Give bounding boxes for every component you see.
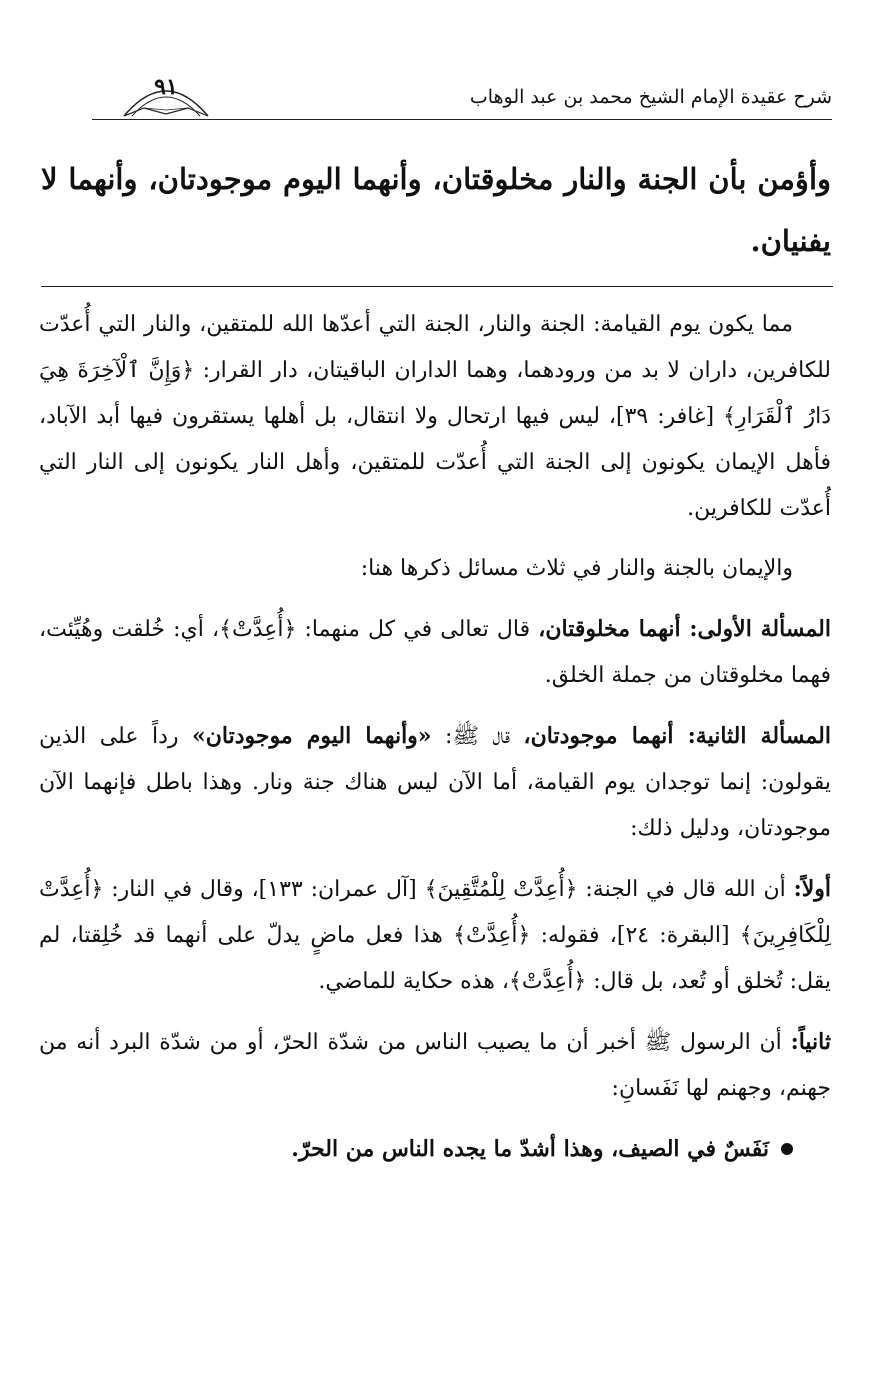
paragraph-issue-one xyxy=(39,606,831,699)
bullet-item xyxy=(39,1126,831,1172)
issue-two-attribution: قال ﷺ: xyxy=(431,724,524,749)
bullet-text: نَفَسٌ في الصيف، وهذا أشدّ ما يجده الناس من الحرّ. xyxy=(291,1136,769,1162)
matn-divider xyxy=(41,286,833,287)
header-title: شرح عقيدة الإمام الشيخ محمد بن عبد الوهاب xyxy=(469,86,832,108)
issue-two-text: رداً على الذين يقولون: إنما توجدان يوم القيامة، أما الآن ليس هناك جنة ونار. وهذا باطل فإنهما الآن موجودتان، ودليل ذلك: xyxy=(39,724,831,841)
issue-two-quote: «وأنهما اليوم موجودتان» xyxy=(191,723,432,749)
header-rule xyxy=(92,119,832,120)
page-number-badge xyxy=(118,70,214,118)
commentary-body xyxy=(39,302,831,1172)
second-evidence-text: أن الرسول ﷺ أخبر أن ما يصيب الناس من شدّة الحرّ، أو من شدّة البرد أنه من جهنم، وجهنم لها نَفَسانِ: xyxy=(39,1030,831,1101)
running-header xyxy=(92,70,832,120)
paragraph-intro: مما يكون يوم القيامة: الجنة والنار، الجنة التي أعدّها الله للمتقين، والنار التي أُعدّت للكافرين، داران لا بد من ورودهما، وهما الداران الباقيتان، دار القرار: ﴿وَإِنَّ ٱلْآخِرَةَ هِيَ دَارُ ٱلْقَرَارِ﴾ [غافر: ٣٩]، ليس فيها ارتحال ولا انتقال، بل أهلها يستقرون فيها أبد الآباد، فأهل الإيمان يكونون إلى الجنة التي أُعدّت للمتقين، وأهل النار يكونون إلى النار التي أُعدّت للكافرين. xyxy=(39,312,831,521)
paragraph-second-evidence xyxy=(39,1019,831,1112)
first-evidence-heading: أولاً: xyxy=(793,876,832,902)
matn-statement: وأؤمن بأن الجنة والنار مخلوقتان، وأنهما اليوم موجودتان، وأنهما لا يفنيان. xyxy=(41,162,831,258)
issue-one-text: قال تعالى في كل منهما: ﴿أُعِدَّتْ﴾، أي: خُلقت وهُيِّئت، فهما مخلوقتان من جملة الخلق. xyxy=(39,617,831,688)
paragraph-three-issues: والإيمان بالجنة والنار في ثلاث مسائل ذكرها هنا: xyxy=(360,556,793,581)
first-evidence-text: أن الله قال في الجنة: ﴿أُعِدَّتْ لِلْمُتَّقِينَ﴾ [آل عمران: ١٣٣]، وقال في النار: ﴿أُعِدَّتْ لِلْكَافِرِينَ﴾ [البقرة: ٢٤]، فقوله: ﴿أُعِدَّتْ﴾ هذا فعل ماضٍ يدلّ على أنهما قد خُلِقتا، لم يقل: تُخلق أو تُعد، بل قال: ﴿أُعِدَّتْ﴾، هذه حكاية للماضي. xyxy=(39,877,832,994)
paragraph-issue-two xyxy=(39,713,831,852)
issue-two-heading: المسألة الثانية: أنهما موجودتان، xyxy=(523,723,831,749)
paragraph-first-evidence xyxy=(39,866,831,1005)
page-number: ٩١ xyxy=(154,74,178,100)
second-evidence-heading: ثانياً: xyxy=(790,1029,831,1055)
bullet-icon xyxy=(781,1143,793,1155)
issue-one-heading: المسألة الأولى: أنهما مخلوقتان، xyxy=(538,616,831,642)
